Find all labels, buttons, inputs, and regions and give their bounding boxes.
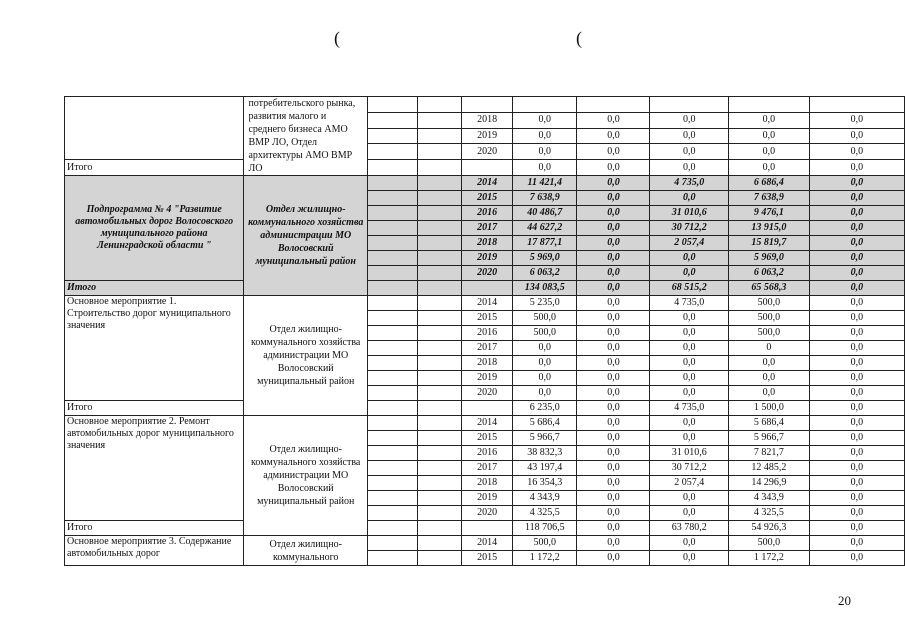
- value-cell-v2: 0,0: [577, 296, 650, 311]
- value-cell-v4: 7 638,9: [729, 191, 810, 206]
- value-cell-v1: 43 197,4: [513, 461, 577, 476]
- empty-cell: [418, 296, 462, 311]
- empty-cell: [367, 206, 417, 221]
- value-cell-v5: 0,0: [809, 326, 904, 341]
- value-cell-v3: 0,0: [650, 191, 729, 206]
- value-cell-v2: 0,0: [577, 551, 650, 566]
- empty-cell: [367, 356, 417, 371]
- value-cell-v4: 0,0: [729, 371, 810, 386]
- empty-cell: [418, 326, 462, 341]
- total-label: Итого: [65, 521, 244, 536]
- table-row: [65, 296, 905, 311]
- value-cell-v3: 0,0: [650, 431, 729, 446]
- program-financing-table: [64, 96, 905, 566]
- empty-cell: [367, 521, 417, 536]
- value-cell-v1: 6 063,2: [513, 266, 577, 281]
- year-cell: 2019: [462, 251, 513, 266]
- empty-cell: [418, 371, 462, 386]
- value-cell-v5: 0,0: [809, 461, 904, 476]
- empty-cell: [367, 221, 417, 236]
- value-cell-v1: 500,0: [513, 326, 577, 341]
- executor-cell: Отдел жилищно-коммунального хозяйства администрации МО Волосовский муниципальный район: [244, 176, 368, 296]
- empty-cell: [367, 296, 417, 311]
- executor-cell: Отдел жилищно-коммунального: [244, 536, 368, 566]
- value-cell-v2: 0,0: [577, 371, 650, 386]
- year-cell: 2018: [462, 112, 513, 128]
- value-cell-v2: 0,0: [577, 446, 650, 461]
- value-cell-v2: 0,0: [577, 506, 650, 521]
- empty-cell: [367, 386, 417, 401]
- year-cell: 2015: [462, 191, 513, 206]
- value-cell-v4: 5 686,4: [729, 416, 810, 431]
- year-cell: 2020: [462, 386, 513, 401]
- value-cell-v4: 0,0: [729, 356, 810, 371]
- value-cell-v2: 0,0: [577, 251, 650, 266]
- value-cell-v1: 0,0: [513, 128, 577, 144]
- value-cell-v5: 0,0: [809, 311, 904, 326]
- value-cell-v4: 7 821,7: [729, 446, 810, 461]
- empty-cell: [418, 341, 462, 356]
- value-cell-v1: 17 877,1: [513, 236, 577, 251]
- value-cell-v4: 0: [729, 341, 810, 356]
- value-cell-v4: 0,0: [729, 112, 810, 128]
- empty-cell: [367, 491, 417, 506]
- empty-cell: [418, 128, 462, 144]
- empty-cell: [367, 160, 417, 176]
- value-cell-v3: 0,0: [650, 506, 729, 521]
- value-cell-v4: 4 343,9: [729, 491, 810, 506]
- executor-cell: Отдел жилищно-коммунального хозяйства администрации МО Волосовский муниципальный район: [244, 416, 368, 536]
- value-cell-v4: 0,0: [729, 144, 810, 160]
- empty-cell: [367, 476, 417, 491]
- total-value-v3: 68 515,2: [650, 281, 729, 296]
- empty-cell: [367, 536, 417, 551]
- value-cell-v3: 31 010,6: [650, 206, 729, 221]
- empty-cell: [462, 401, 513, 416]
- value-cell-v5: 0,0: [809, 356, 904, 371]
- header-paren-left: (: [334, 28, 340, 48]
- empty-cell: [418, 160, 462, 176]
- year-cell: 2018: [462, 476, 513, 491]
- value-cell-v2: 0,0: [577, 461, 650, 476]
- empty-cell: [418, 176, 462, 191]
- value-cell-v5: 0,0: [809, 476, 904, 491]
- value-cell-v3: 0,0: [650, 144, 729, 160]
- activity-description: Основное мероприятие 1. Строительство дорог муниципального значения: [65, 296, 244, 401]
- empty-cell: [418, 251, 462, 266]
- total-value-v4: 1 500,0: [729, 401, 810, 416]
- value-cell-v5: 0,0: [809, 221, 904, 236]
- empty-cell: [367, 461, 417, 476]
- total-row: [65, 160, 905, 176]
- value-cell-v1: 5 966,7: [513, 431, 577, 446]
- year-cell: 2015: [462, 551, 513, 566]
- total-value-v5: 0,0: [809, 521, 904, 536]
- year-cell: 2018: [462, 236, 513, 251]
- value-cell-v3: 2 057,4: [650, 236, 729, 251]
- value-cell-v5: 0,0: [809, 506, 904, 521]
- year-cell: 2017: [462, 341, 513, 356]
- activity-description: Подпрограмма № 4 "Развитие автомобильных дорог Волосовского муниципального района Ленинградской области ": [65, 176, 244, 281]
- year-cell: 2016: [462, 446, 513, 461]
- value-cell-v4: [729, 97, 810, 113]
- value-cell-v3: 0,0: [650, 551, 729, 566]
- value-cell-v5: 0,0: [809, 446, 904, 461]
- empty-cell: [418, 536, 462, 551]
- value-cell-v2: 0,0: [577, 191, 650, 206]
- value-cell-v3: 0,0: [650, 112, 729, 128]
- empty-cell: [462, 521, 513, 536]
- value-cell-v5: 0,0: [809, 251, 904, 266]
- year-cell: 2020: [462, 266, 513, 281]
- value-cell-v3: 4 735,0: [650, 296, 729, 311]
- value-cell-v1: 4 343,9: [513, 491, 577, 506]
- empty-cell: [418, 281, 462, 296]
- year-cell: 2019: [462, 128, 513, 144]
- empty-cell: [418, 551, 462, 566]
- empty-cell: [418, 446, 462, 461]
- value-cell-v2: 0,0: [577, 386, 650, 401]
- value-cell-v1: 1 172,2: [513, 551, 577, 566]
- total-value-v2: 0,0: [577, 401, 650, 416]
- empty-cell: [367, 128, 417, 144]
- value-cell-v3: 4 735,0: [650, 176, 729, 191]
- value-cell-v5: 0,0: [809, 386, 904, 401]
- empty-cell: [367, 112, 417, 128]
- empty-cell: [418, 144, 462, 160]
- value-cell-v1: 4 325,5: [513, 506, 577, 521]
- value-cell-v4: 9 476,1: [729, 206, 810, 221]
- page-number: 20: [838, 593, 851, 608]
- empty-cell: [367, 326, 417, 341]
- empty-cell: [418, 221, 462, 236]
- value-cell-v2: 0,0: [577, 176, 650, 191]
- year-cell: 2020: [462, 144, 513, 160]
- value-cell-v3: 2 057,4: [650, 476, 729, 491]
- empty-cell: [367, 97, 417, 113]
- value-cell-v5: 0,0: [809, 416, 904, 431]
- total-value-v4: 54 926,3: [729, 521, 810, 536]
- total-value-v1: 6 235,0: [513, 401, 577, 416]
- value-cell-v4: 12 485,2: [729, 461, 810, 476]
- year-cell: 2018: [462, 356, 513, 371]
- value-cell-v5: 0,0: [809, 536, 904, 551]
- value-cell-v5: 0,0: [809, 144, 904, 160]
- empty-cell: [367, 266, 417, 281]
- empty-cell: [418, 112, 462, 128]
- value-cell-v3: 0,0: [650, 386, 729, 401]
- value-cell-v2: 0,0: [577, 236, 650, 251]
- value-cell-v5: 0,0: [809, 112, 904, 128]
- value-cell-v1: 7 638,9: [513, 191, 577, 206]
- value-cell-v5: 0,0: [809, 491, 904, 506]
- value-cell-v4: 0,0: [729, 386, 810, 401]
- year-cell: [462, 97, 513, 113]
- empty-cell: [367, 236, 417, 251]
- value-cell-v2: 0,0: [577, 431, 650, 446]
- value-cell-v2: 0,0: [577, 491, 650, 506]
- empty-cell: [367, 341, 417, 356]
- empty-cell: [367, 506, 417, 521]
- value-cell-v3: 0,0: [650, 266, 729, 281]
- table-row: [65, 97, 905, 113]
- empty-cell: [418, 386, 462, 401]
- value-cell-v1: 44 627,2: [513, 221, 577, 236]
- year-cell: 2015: [462, 431, 513, 446]
- year-cell: 2019: [462, 371, 513, 386]
- value-cell-v2: 0,0: [577, 206, 650, 221]
- total-value-v3: 63 780,2: [650, 521, 729, 536]
- value-cell-v3: 30 712,2: [650, 461, 729, 476]
- total-label: Итого: [65, 281, 244, 296]
- total-value-v4: 65 568,3: [729, 281, 810, 296]
- empty-cell: [367, 431, 417, 446]
- value-cell-v3: 0,0: [650, 356, 729, 371]
- value-cell-v3: 0,0: [650, 371, 729, 386]
- total-value-v2: 0,0: [577, 521, 650, 536]
- total-value-v2: 0,0: [577, 281, 650, 296]
- year-cell: 2016: [462, 206, 513, 221]
- value-cell-v4: 500,0: [729, 326, 810, 341]
- total-label: Итого: [65, 160, 244, 176]
- value-cell-v5: 0,0: [809, 431, 904, 446]
- empty-cell: [418, 191, 462, 206]
- total-value-v1: 134 083,5: [513, 281, 577, 296]
- value-cell-v5: 0,0: [809, 191, 904, 206]
- value-cell-v4: 1 172,2: [729, 551, 810, 566]
- value-cell-v3: 0,0: [650, 326, 729, 341]
- value-cell-v3: 0,0: [650, 341, 729, 356]
- empty-cell: [418, 431, 462, 446]
- value-cell-v5: 0,0: [809, 551, 904, 566]
- value-cell-v4: 500,0: [729, 296, 810, 311]
- empty-cell: [418, 206, 462, 221]
- value-cell-v3: 31 010,6: [650, 446, 729, 461]
- year-cell: 2016: [462, 326, 513, 341]
- total-value-v3: 4 735,0: [650, 401, 729, 416]
- empty-cell: [418, 266, 462, 281]
- total-row: [65, 521, 905, 536]
- value-cell-v3: 0,0: [650, 311, 729, 326]
- total-value-v5: 0,0: [809, 401, 904, 416]
- value-cell-v2: 0,0: [577, 356, 650, 371]
- value-cell-v1: 5 235,0: [513, 296, 577, 311]
- value-cell-v2: 0,0: [577, 536, 650, 551]
- executor-cell: Отдел жилищно-коммунального хозяйства администрации МО Волосовский муниципальный район: [244, 296, 368, 416]
- value-cell-v3: 0,0: [650, 128, 729, 144]
- empty-cell: [367, 281, 417, 296]
- value-cell-v4: 4 325,5: [729, 506, 810, 521]
- year-cell: 2017: [462, 461, 513, 476]
- value-cell-v3: 30 712,2: [650, 221, 729, 236]
- empty-cell: [367, 176, 417, 191]
- value-cell-v3: 0,0: [650, 251, 729, 266]
- value-cell-v1: 500,0: [513, 536, 577, 551]
- year-cell: 2017: [462, 221, 513, 236]
- value-cell-v4: 14 296,9: [729, 476, 810, 491]
- value-cell-v2: 0,0: [577, 128, 650, 144]
- value-cell-v1: 0,0: [513, 112, 577, 128]
- empty-cell: [418, 97, 462, 113]
- value-cell-v4: 6 686,4: [729, 176, 810, 191]
- value-cell-v1: 16 354,3: [513, 476, 577, 491]
- empty-cell: [367, 371, 417, 386]
- year-cell: 2015: [462, 311, 513, 326]
- value-cell-v1: 0,0: [513, 341, 577, 356]
- empty-cell: [367, 311, 417, 326]
- value-cell-v1: 0,0: [513, 371, 577, 386]
- year-cell: 2014: [462, 536, 513, 551]
- value-cell-v5: 0,0: [809, 176, 904, 191]
- value-cell-v1: 500,0: [513, 311, 577, 326]
- total-value-v2: 0,0: [577, 160, 650, 176]
- year-cell: 2014: [462, 416, 513, 431]
- empty-cell: [418, 416, 462, 431]
- total-row: [65, 281, 905, 296]
- value-cell-v2: 0,0: [577, 221, 650, 236]
- empty-cell: [418, 356, 462, 371]
- empty-cell: [367, 251, 417, 266]
- value-cell-v4: 6 063,2: [729, 266, 810, 281]
- value-cell-v1: 0,0: [513, 356, 577, 371]
- value-cell-v3: 0,0: [650, 491, 729, 506]
- total-value-v5: 0,0: [809, 281, 904, 296]
- value-cell-v5: 0,0: [809, 128, 904, 144]
- value-cell-v5: 0,0: [809, 266, 904, 281]
- table-body: [65, 97, 905, 566]
- value-cell-v1: 0,0: [513, 144, 577, 160]
- value-cell-v2: 0,0: [577, 416, 650, 431]
- value-cell-v4: 500,0: [729, 311, 810, 326]
- empty-cell: [418, 311, 462, 326]
- year-cell: 2019: [462, 491, 513, 506]
- value-cell-v2: 0,0: [577, 112, 650, 128]
- year-cell: 2020: [462, 506, 513, 521]
- value-cell-v2: 0,0: [577, 326, 650, 341]
- total-value-v5: 0,0: [809, 160, 904, 176]
- value-cell-v5: 0,0: [809, 371, 904, 386]
- total-label: Итого: [65, 401, 244, 416]
- empty-cell: [418, 476, 462, 491]
- table-row: [65, 416, 905, 431]
- value-cell-v4: 5 966,7: [729, 431, 810, 446]
- value-cell-v2: 0,0: [577, 476, 650, 491]
- activity-description: Основное мероприятие 3. Содержание автомобильных дорог: [65, 536, 244, 566]
- table-row: [65, 536, 905, 551]
- value-cell-v2: 0,0: [577, 144, 650, 160]
- empty-cell: [367, 551, 417, 566]
- value-cell-v3: [650, 97, 729, 113]
- header-paren-right: (: [576, 28, 582, 48]
- year-cell: 2014: [462, 176, 513, 191]
- total-value-v3: 0,0: [650, 160, 729, 176]
- empty-cell: [418, 236, 462, 251]
- value-cell-v5: 0,0: [809, 236, 904, 251]
- value-cell-v3: 0,0: [650, 536, 729, 551]
- empty-cell: [418, 506, 462, 521]
- value-cell-v1: 11 421,4: [513, 176, 577, 191]
- value-cell-v1: 0,0: [513, 386, 577, 401]
- empty-cell: [462, 160, 513, 176]
- empty-cell: [367, 446, 417, 461]
- empty-cell: [418, 461, 462, 476]
- empty-cell: [418, 491, 462, 506]
- value-cell-v2: [577, 97, 650, 113]
- year-cell: 2014: [462, 296, 513, 311]
- empty-cell: [418, 521, 462, 536]
- total-value-v1: 0,0: [513, 160, 577, 176]
- value-cell-v5: 0,0: [809, 341, 904, 356]
- empty-cell: [418, 401, 462, 416]
- value-cell-v5: 0,0: [809, 206, 904, 221]
- value-cell-v1: 38 832,3: [513, 446, 577, 461]
- total-row: [65, 401, 905, 416]
- value-cell-v4: 500,0: [729, 536, 810, 551]
- activity-description: Основное мероприятие 2. Ремонт автомобильных дорог муниципального значения: [65, 416, 244, 521]
- table-row: [65, 176, 905, 191]
- total-value-v4: 0,0: [729, 160, 810, 176]
- activity-description: [65, 97, 244, 160]
- value-cell-v1: 5 686,4: [513, 416, 577, 431]
- value-cell-v4: 13 915,0: [729, 221, 810, 236]
- value-cell-v1: 5 969,0: [513, 251, 577, 266]
- empty-cell: [367, 416, 417, 431]
- value-cell-v2: 0,0: [577, 341, 650, 356]
- value-cell-v4: 0,0: [729, 128, 810, 144]
- total-value-v1: 118 706,5: [513, 521, 577, 536]
- value-cell-v1: 40 486,7: [513, 206, 577, 221]
- value-cell-v4: 15 819,7: [729, 236, 810, 251]
- value-cell-v1: [513, 97, 577, 113]
- empty-cell: [367, 401, 417, 416]
- empty-cell: [367, 191, 417, 206]
- empty-cell: [367, 144, 417, 160]
- value-cell-v2: 0,0: [577, 311, 650, 326]
- value-cell-v4: 5 969,0: [729, 251, 810, 266]
- value-cell-v5: [809, 97, 904, 113]
- empty-cell: [462, 281, 513, 296]
- value-cell-v5: 0,0: [809, 296, 904, 311]
- value-cell-v2: 0,0: [577, 266, 650, 281]
- executor-cell: потребительского рынка, развития малого и среднего бизнеса АМО ВМР ЛО, Отдел архитектуры АМО ВМР ЛО: [244, 97, 368, 176]
- value-cell-v3: 0,0: [650, 416, 729, 431]
